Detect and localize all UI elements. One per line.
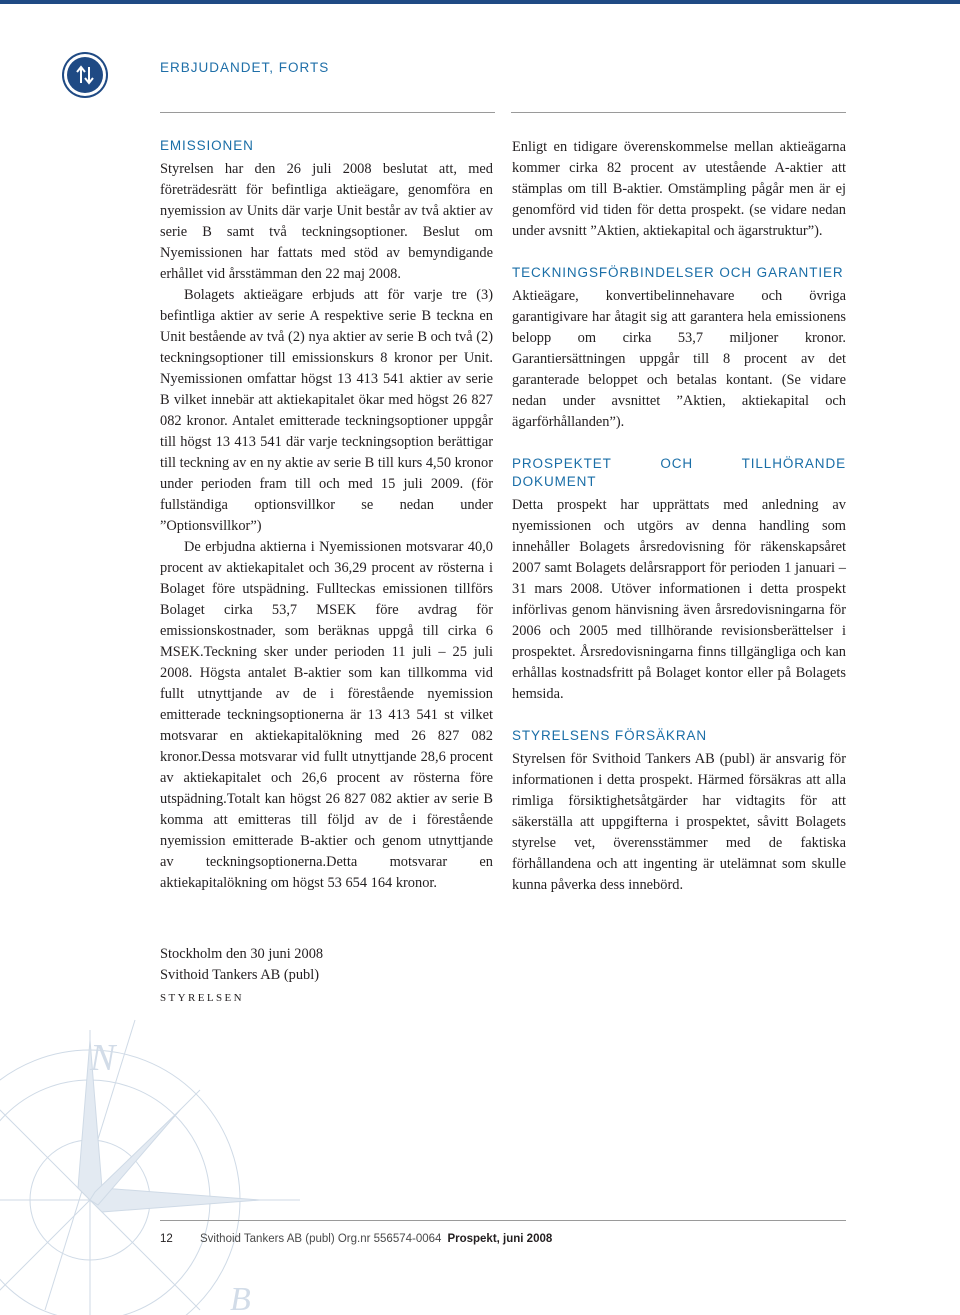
logo-arrows-icon <box>67 57 103 93</box>
compass-rose-watermark <box>0 1010 340 1315</box>
company-logo <box>67 57 103 93</box>
footer-company: Svithoid Tankers AB (publ) Org.nr 556574-0064 <box>200 1233 442 1245</box>
section-header: ERBJUDANDET, FORTS <box>160 60 330 75</box>
signature-place-date: Stockholm den 30 juni 2008 <box>160 946 324 962</box>
teckningsforbindelser-text: Aktieägare, konvertibelinnehavare och övriga garantigivare har åtagit sig att garantera hela emissionens belopp om cirka 53,7 miljoner kronor. Garantiersättningen uppgår till 8 procent av det garanterade beloppet och betalas kontant. (Se vidare nedan under avsnittet ”Aktien, aktiekapital och ägarförhållanden”). <box>512 288 846 430</box>
signature-company: Svithoid Tankers AB (publ) <box>160 967 320 983</box>
emissionen-paragraph-1: Styrelsen har den 26 juli 2008 beslutat att, med företrädesrätt för befintliga aktieägare, genomföra en nyemission av Units där varje Unit består av två aktier av serie B samt två teckningsoptioner. Beslut om Nyemissionen har fattats med stöd av bemyndigande erhållet vid årsstämman den 22 maj 2008. <box>160 161 493 282</box>
compass-north-letter: N <box>90 1037 116 1079</box>
styrelsens-forsakran-text: Styrelsen för Svithoid Tankers AB (publ) är ansvarig för informationen i detta prospekt. Härmed försäkras att alla rimliga försiktighetsåtgärder har vidtagits för att säkerställa att uppgifterna i prospektet, såvitt Bolagets styrelse vet, överensstämmer med de faktiska förhållandena och att ingenting är utelämnat som skulle kunna påverka dess innebörd. <box>512 751 846 893</box>
compass-b-letter: B <box>230 1281 251 1315</box>
top-border <box>0 0 960 4</box>
teckningsforbindelser-heading: TECKNINGSFÖRBINDELSER OCH GARANTIER <box>512 265 844 280</box>
page-number: 12 <box>160 1233 173 1245</box>
signature-board: STYRELSEN <box>160 992 244 1004</box>
footer-document: Prospekt, juni 2008 <box>447 1233 553 1245</box>
intro-paragraph: Enligt en tidigare överenskommelse mellan aktieägarna kommer cirka 82 procent av utestående A-aktier att stämplas om till B-aktier. Omstämpling pågår men är ej genomförd vid tiden för detta prospekt. (se vidare nedan under avsnitt ”Aktien, aktiekapital och ägarstruktur”). <box>512 139 846 239</box>
styrelsens-forsakran-heading: STYRELSENS FÖRSÄKRAN <box>512 728 708 743</box>
right-column <box>512 137 846 896</box>
signature-block <box>160 944 323 1009</box>
footer-rule <box>160 1220 846 1221</box>
prospektet-heading: PROSPEKTET OCH TILLHÖRANDE DOKUMENT <box>512 456 846 489</box>
right-column-rule <box>511 112 846 113</box>
emissionen-heading: EMISSIONEN <box>160 138 254 153</box>
emissionen-paragraph-3: De erbjudna aktierna i Nyemissionen motsvarar 40,0 procent av aktiekapitalet och 36,29 procent av rösterna i Bolaget före utspädning. Fullteckas emissionen tillförs Bolaget cirka 53,7 MSEK före avdrag för emissionskostnader, som beräknas uppgå till cirka 6 MSEK.Teckning sker under perioden 11 juli – 25 juli 2008. Högsta antalet B-aktier som kan tillkomma vid fullt utnyttjande av de i förestående nyemission emitterade teckningsoptionerna är 13 413 541 st vilket motsvarar en aktiekapitalökning med 26 827 082 kronor.Dessa motsvarar vid fullt utnyttjande 28,6 procent av aktiekapitalet och 26,6 procent av rösterna före utspädning.Totalt kan högst 26 827 082 aktier av serie B komma att emitteras till följd av de i förestående nyemission emitterade B-aktier och genom utnyttjande av teckningsoptionerna.Detta motsvarar en aktiekapitalökning om högst 53 654 164 kronor. <box>160 539 493 891</box>
left-column <box>160 137 493 894</box>
left-column-rule <box>160 112 495 113</box>
page-footer <box>160 1233 552 1245</box>
emissionen-paragraph-2: Bolagets aktieägare erbjuds att för varje tre (3) befintliga aktier av serie A respektive serie B teckna en Unit bestående av två (2) nya aktier av serie B och två (2) teckningsoptioner till emissionskurs 8 kronor per Unit. Nyemissionen omfattar högst 13 413 541 aktier av serie B vilket innebär att aktiekapitalet ökar med högst 26 827 082 kronor. Antalet emitterade teckningsoptioner uppgår till högst 13 413 541 där varje teckningsoption berättigar till teckning av en ny aktie av serie B till kurs 4,50 kronor under perioden fram till och med 15 juli 2009. (för fullständiga optionsvillkor se nedan under ”Optionsvillkor”) <box>160 287 493 534</box>
prospektet-text: Detta prospekt har upprättats med anledning av nyemissionen och utgörs av denna handling som innehåller Bolagets årsredovisning för räkenskapsåret 2007 samt Bolagets delårsrapport för perioden 1 januari – 31 mars 2008. Utöver informationen i detta prospekt införlivas genom hänvisning även årsredovisningarna för 2006 och 2005 med tillhörande revisionsberättelser i prospektet. Årsredovisningarna finns tillgängliga och kan erhållas kostnadsfritt på Bolaget kontor eller på Bolagets hemsida. <box>512 497 846 702</box>
